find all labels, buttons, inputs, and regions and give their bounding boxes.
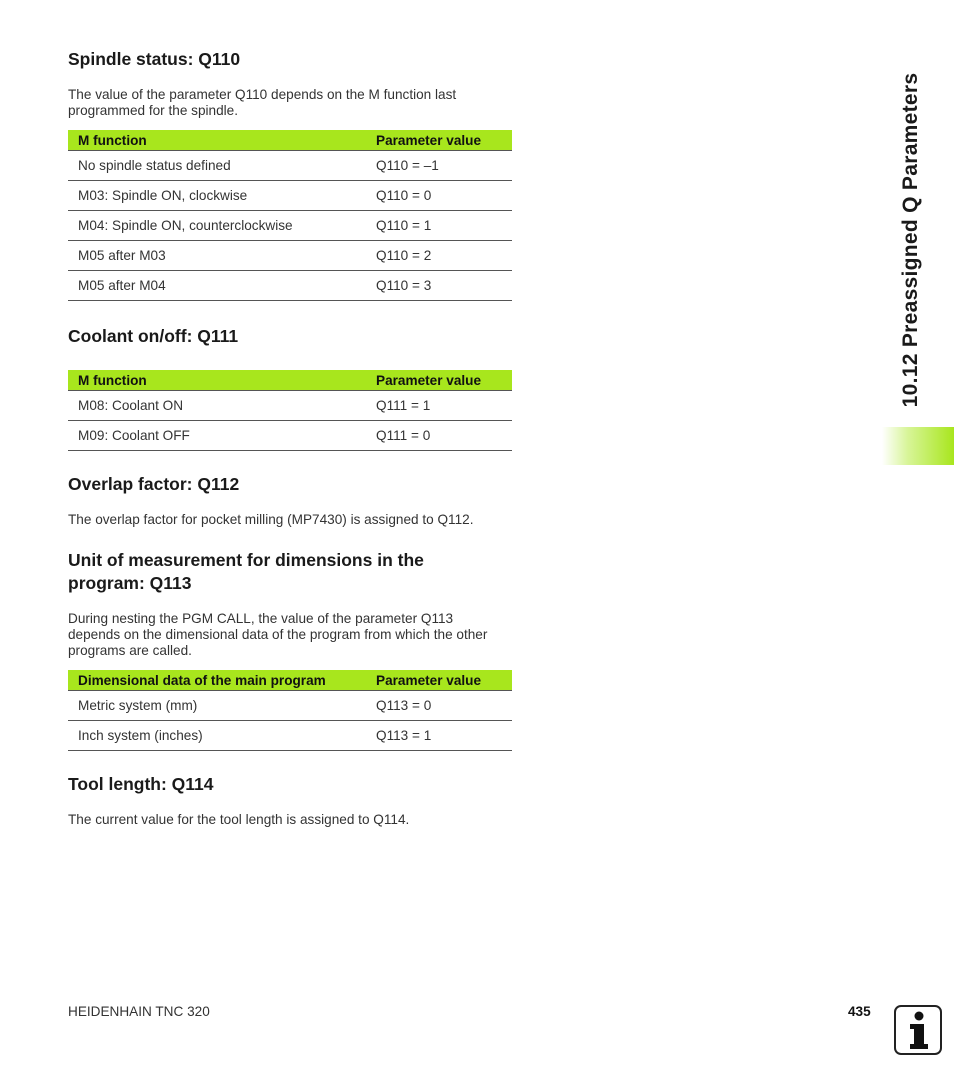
heading-overlap: Overlap factor: Q112 [68, 474, 240, 494]
table-cell: Q110 = 1 [366, 211, 512, 241]
unit-description-line2: depends on the dimensional data of the program from which the other [68, 627, 488, 642]
chapter-tab-marker [882, 427, 954, 465]
info-icon-glyph [896, 1007, 940, 1053]
table-cell: No spindle status defined [68, 151, 366, 181]
table-cell: M03: Spindle ON, clockwise [68, 181, 366, 211]
table-row [68, 391, 512, 421]
column-header: Dimensional data of the main program [68, 670, 366, 691]
table-cell: Q110 = 2 [366, 241, 512, 271]
footer-product: HEIDENHAIN TNC 320 [68, 1004, 210, 1019]
spindle-description: The value of the parameter Q110 depends on the M function last programmed for the spindle. [68, 87, 457, 118]
column-header: Parameter value [366, 130, 512, 151]
heading-spindle-status: Spindle status: Q110 [68, 49, 241, 69]
chapter-title-text: 10.12 Preassigned Q Parameters [899, 72, 922, 408]
heading-tool-length: Tool length: Q114 [68, 774, 214, 794]
column-header: M function [68, 130, 366, 151]
table-cell: Inch system (inches) [68, 721, 366, 751]
table-cell: M09: Coolant OFF [68, 421, 366, 451]
page-number: 435 [848, 1004, 871, 1019]
heading-unit-line1: Unit of measurement for dimensions in the [68, 550, 424, 570]
table-row [68, 421, 512, 451]
table-cell: M04: Spindle ON, counterclockwise [68, 211, 366, 241]
chapter-side-title [876, 0, 946, 450]
unit-description-line3: programs are called. [68, 643, 192, 658]
heading-unit-line2: program: Q113 [68, 573, 192, 593]
column-header: Parameter value [366, 670, 512, 691]
table-row [68, 151, 512, 181]
table-row [68, 181, 512, 211]
table-header-row [68, 370, 512, 391]
coolant-table [68, 370, 512, 451]
unit-table [68, 670, 512, 751]
table-cell: M05 after M03 [68, 241, 366, 271]
table-cell: Q110 = 3 [366, 271, 512, 301]
table-cell: Q113 = 0 [366, 691, 512, 721]
table-cell: M05 after M04 [68, 271, 366, 301]
table-cell: Q110 = 0 [366, 181, 512, 211]
table-cell: Q111 = 0 [366, 421, 512, 451]
tool-length-description: The current value for the tool length is assigned to Q114. [68, 812, 410, 827]
table-header-row [68, 130, 512, 151]
spindle-table [68, 130, 512, 301]
table-row [68, 721, 512, 751]
column-header: Parameter value [366, 370, 512, 391]
table-row [68, 691, 512, 721]
table-cell: Q111 = 1 [366, 391, 512, 421]
table-cell: Metric system (mm) [68, 691, 366, 721]
column-header: M function [68, 370, 366, 391]
overlap-description: The overlap factor for pocket milling (MP7430) is assigned to Q112. [68, 512, 474, 527]
table-row [68, 211, 512, 241]
table-cell: M08: Coolant ON [68, 391, 366, 421]
info-icon [894, 1005, 942, 1055]
table-cell: Q113 = 1 [366, 721, 512, 751]
table-header-row [68, 670, 512, 691]
table-cell: Q110 = –1 [366, 151, 512, 181]
unit-description-line1: During nesting the PGM CALL, the value of the parameter Q113 [68, 611, 454, 626]
table-row [68, 271, 512, 301]
heading-coolant: Coolant on/off: Q111 [68, 326, 239, 346]
table-row [68, 241, 512, 271]
